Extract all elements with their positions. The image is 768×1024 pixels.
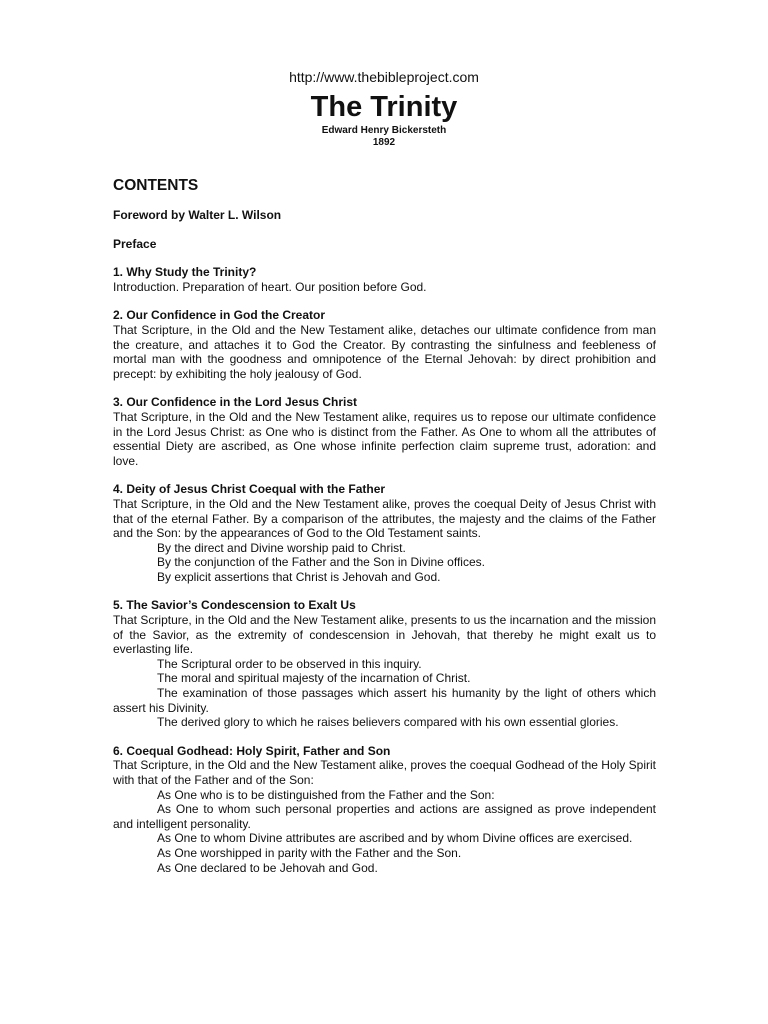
section-sub-item: As One who is to be distinguished from the Father and the Son: bbox=[157, 787, 495, 802]
section-sub-item: The derived glory to which he raises believers compared with his own essential glories. bbox=[157, 715, 619, 730]
source-url: http://www.thebibleproject.com bbox=[289, 69, 479, 85]
section-description: That Scripture, in the Old and the New Testament alike, requires us to repose our ultimate confidence in the Lord Jesus Christ: as One who is distinct from the Father. As One to whom all the attributes of essential Diety are ascribed, as One whose infinite perfection claim supreme trust, adoration: and love. bbox=[113, 409, 656, 468]
section-title: 4. Deity of Jesus Christ Coequal with the Father bbox=[113, 482, 386, 497]
section-title: 2. Our Confidence in God the Creator bbox=[113, 308, 326, 323]
contents-section-6 bbox=[113, 744, 656, 875]
section-sub-item: By explicit assertions that Christ is Jehovah and God. bbox=[157, 569, 441, 584]
contents-section-1 bbox=[113, 265, 656, 294]
section-sub-item: As One worshipped in parity with the Father and the Son. bbox=[157, 845, 462, 860]
section-description: Introduction. Preparation of heart. Our position before God. bbox=[113, 279, 427, 294]
section-sub-item: As One to whom such personal properties and actions are assigned as prove independent and intelligent personality. bbox=[113, 802, 656, 831]
contents-body bbox=[113, 176, 656, 889]
section-sub-item: The moral and spiritual majesty of the incarnation of Christ. bbox=[157, 671, 471, 686]
document-year: 1892 bbox=[372, 137, 396, 148]
section-sub-item: As One declared to be Jehovah and God. bbox=[157, 860, 378, 875]
section-title: 3. Our Confidence in the Lord Jesus Christ bbox=[113, 395, 358, 410]
section-description: That Scripture, in the Old and the New Testament alike, proves the coequal Deity of Jesus Christ with that of the eternal Father. By a comparison of the attributes, the majesty and the claims of the Father and the Son: by the appearances of God to the Old Testament saints. bbox=[113, 496, 656, 541]
contents-section-5 bbox=[113, 598, 656, 729]
section-title: 1. Why Study the Trinity? bbox=[113, 265, 257, 280]
section-description: That Scripture, in the Old and the New Testament alike, presents to us the incarnation and the mission of the Savior, as the extremity of condescension in Jehovah, that thereby he might exalt us to everlasting life. bbox=[113, 613, 656, 657]
contents-section-4 bbox=[113, 482, 656, 584]
document-author: Edward Henry Bickersteth bbox=[321, 125, 447, 136]
section-description: That Scripture, in the Old and the New Testament alike, detaches our ultimate confidence from man the creature, and attaches it to God the Creator. By contrasting the sinfulness and feebleness of mortal man with the goodness and omnipotence of the Eternal Jehovah: by direct prohibition and precept: by exhibiting the holy jealousy of God. bbox=[113, 322, 656, 381]
section-sub-item: As One to whom Divine attributes are ascribed and by whom Divine offices are exercised. bbox=[157, 831, 633, 846]
contents-section-3 bbox=[113, 395, 656, 468]
section-sub-item: By the direct and Divine worship paid to Christ. bbox=[157, 540, 406, 555]
section-sub-item: The examination of those passages which assert his humanity by the light of others which assert his Divinity. bbox=[113, 686, 656, 715]
document-title: The Trinity bbox=[310, 91, 458, 123]
front-matter-foreword: Foreword by Walter L. Wilson bbox=[113, 208, 282, 222]
contents-section-2 bbox=[113, 308, 656, 381]
front-matter-preface: Preface bbox=[113, 236, 157, 251]
section-sub-item: The Scriptural order to be observed in this inquiry. bbox=[157, 656, 422, 671]
section-title: 6. Coequal Godhead: Holy Spirit, Father and Son bbox=[113, 743, 391, 758]
section-description: That Scripture, in the Old and the New Testament alike, proves the coequal Godhead of the Holy Spirit with that of the Father and of the Son: bbox=[113, 758, 656, 787]
section-sub-item: By the conjunction of the Father and the Son in Divine offices. bbox=[157, 555, 485, 570]
section-title: 5. The Savior’s Condescension to Exalt Us bbox=[113, 598, 356, 613]
contents-heading: CONTENTS bbox=[113, 177, 199, 194]
